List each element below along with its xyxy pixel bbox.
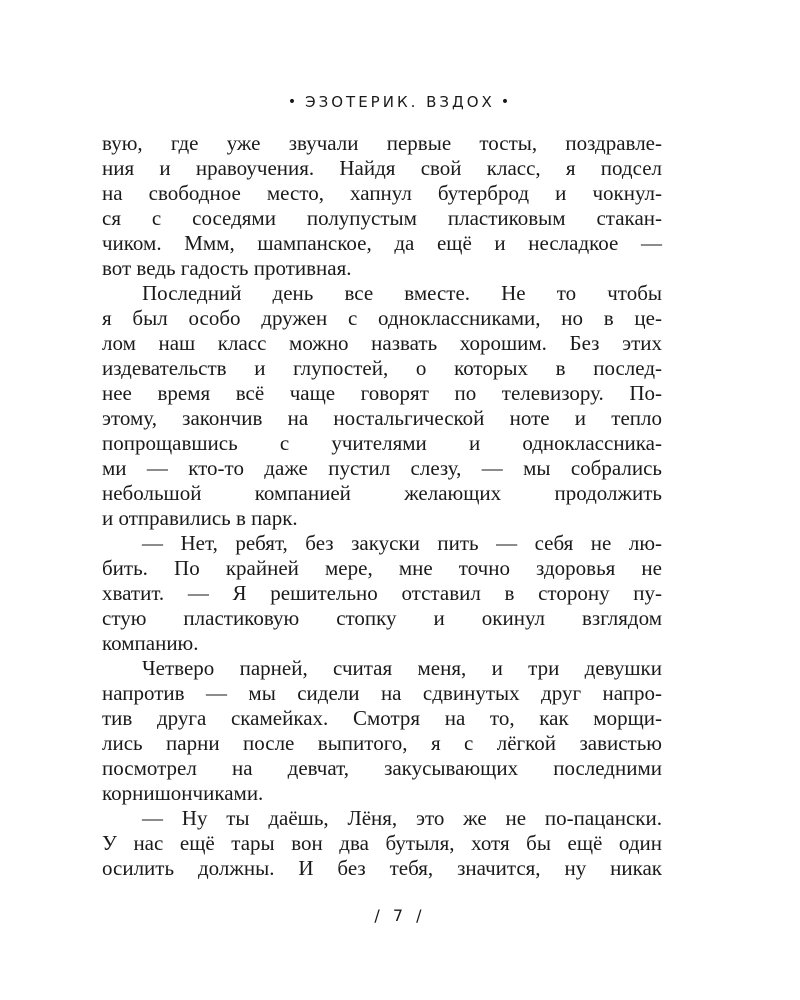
text-line: Четверо парней, считая меня, и три девушки xyxy=(142,656,662,680)
text-line: напротив — мы сидели на сдвинутых друг напро- xyxy=(102,681,662,705)
text-line: осилить должны. И без тебя, значится, ну никак xyxy=(102,856,662,880)
text-line: вот ведь гадость противная. xyxy=(102,256,352,280)
text-line: У нас ещё тары вон два бутыля, хотя бы ещё один xyxy=(102,831,662,855)
text-line: издевательств и глупостей, о которых в послед- xyxy=(102,356,662,380)
text-line: — Нет, ребят, без закуски пить — себя не лю- xyxy=(142,531,662,555)
text-line: я был особо дружен с одноклассниками, но в це- xyxy=(102,306,662,330)
body-text xyxy=(102,131,662,881)
text-line: вую, где уже звучали первые тосты, поздравле- xyxy=(102,131,662,155)
text-line: компанию. xyxy=(102,631,199,655)
paragraph xyxy=(102,281,662,531)
text-line: хватит. — Я решительно отставил в сторону пу- xyxy=(102,581,662,605)
text-line: — Ну ты даёшь, Лёня, это же не по-пацански. xyxy=(142,806,662,830)
header-bullet-right: • xyxy=(500,94,513,110)
page-number: / 7 / xyxy=(374,906,426,925)
text-line: бить. По крайней мере, мне точно здоровья не xyxy=(102,556,662,580)
text-line: ми — кто-то даже пустил слезу, — мы собрались xyxy=(102,456,662,480)
text-line: стую пластиковую стопку и окинул взглядом xyxy=(102,606,662,630)
paragraph xyxy=(102,131,662,281)
text-line: тив друга скамейках. Смотря на то, как морщи- xyxy=(102,706,662,730)
paragraph xyxy=(102,656,662,806)
text-line: посмотрел на девчат, закусывающих последними xyxy=(102,756,662,780)
text-line: корнишончиками. xyxy=(102,781,264,805)
header-bullet-left: • xyxy=(287,94,300,110)
text-line: и отправились в парк. xyxy=(102,506,298,530)
text-line: лись парни после выпитого, я с лёгкой завистью xyxy=(102,731,662,755)
text-line: на свободное место, хапнул бутерброд и чокнул- xyxy=(102,181,662,205)
paragraph xyxy=(102,806,662,881)
text-line: ния и нравоучения. Найдя свой класс, я подсел xyxy=(102,156,662,180)
running-header xyxy=(0,93,800,111)
text-line: Последний день все вместе. Не то чтобы xyxy=(142,281,662,305)
text-line: этому, закончив на ностальгической ноте и тепло xyxy=(102,406,662,430)
text-line: чиком. Ммм, шампанское, да ещё и несладкое — xyxy=(102,231,662,255)
text-line: лом наш класс можно назвать хорошим. Без этих xyxy=(102,331,662,355)
text-line: ся с соседями полупустым пластиковым стакан- xyxy=(102,206,662,230)
paragraph xyxy=(102,531,662,656)
text-line: небольшой компанией желающих продолжить xyxy=(102,481,662,505)
running-header-title: ЭЗОТЕРИК. ВЗДОХ xyxy=(305,93,495,111)
text-line: нее время всё чаще говорят по телевизору. По- xyxy=(102,381,662,405)
text-line: попрощавшись с учителями и одноклассника- xyxy=(102,431,662,455)
